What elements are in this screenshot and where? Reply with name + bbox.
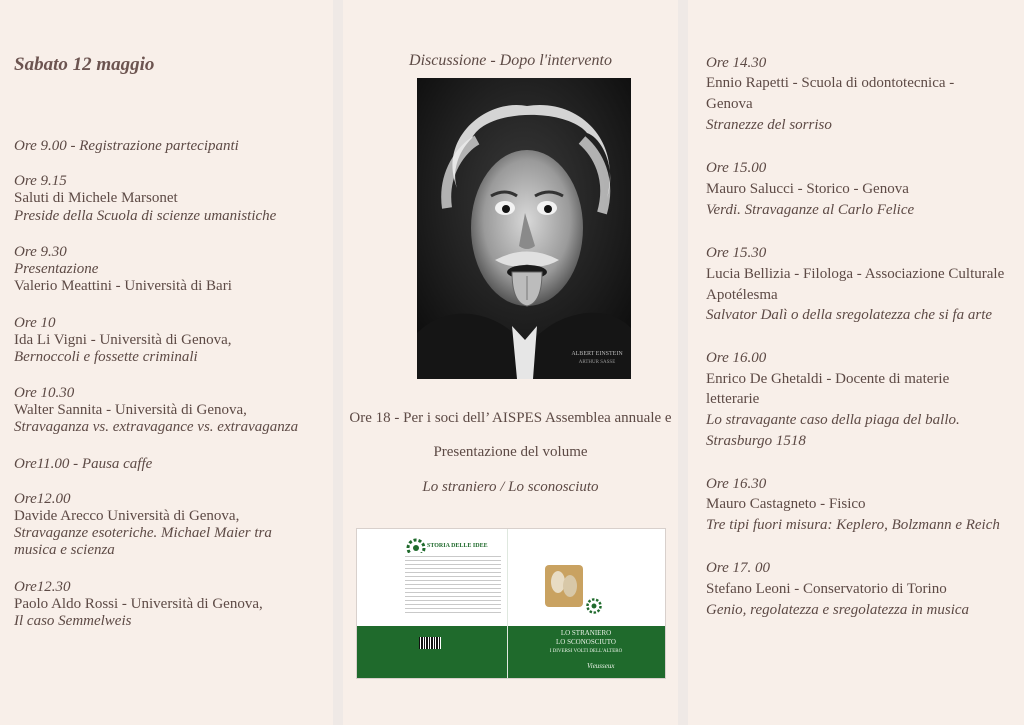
item-speaker: Enrico De Ghetaldi - Docente di materie <box>706 371 950 387</box>
item-speaker: Apotélesma <box>706 287 778 303</box>
right-panel <box>688 0 1024 725</box>
item-speaker: Ennio Rapetti - Scuola di odontotecnica - <box>706 75 955 91</box>
day-heading: Sabato 12 maggio <box>14 54 155 75</box>
book-cover-image <box>356 528 666 679</box>
item-speaker: Davide Arecco Università di Genova, <box>14 508 240 524</box>
item-time: Ore12.30 <box>14 579 71 595</box>
item-title: Verdi. Stravaganze al Carlo Felice <box>706 202 915 218</box>
item-title: Strasburgo 1518 <box>706 433 806 449</box>
item-time: Ore 10.30 <box>14 385 75 401</box>
item-time: Ore11.00 - Pausa caffe <box>14 456 153 472</box>
item-title: Preside della Scuola di scienze umanistiche <box>14 208 277 224</box>
item-time: Ore12.00 <box>14 491 71 507</box>
item-speaker: Walter Sannita - Università di Genova, <box>14 402 247 418</box>
item-time: Ore 9.15 <box>14 173 67 189</box>
item-time: Ore 14.30 <box>706 55 767 71</box>
gear-icon <box>585 597 603 615</box>
item-title: Stravaganza vs. extravagance vs. extravaganza <box>14 419 299 435</box>
item-speaker: Stefano Leoni - Conservatorio di Torino <box>706 581 947 597</box>
item-time: Ore 16.00 <box>706 350 767 366</box>
cover-title-2: LO SCONOSCIUTO <box>556 638 616 646</box>
photo-caption: ALBERT EINSTEIN <box>571 351 623 357</box>
item-time: Ore 15.00 <box>706 160 767 176</box>
left-panel <box>0 0 333 725</box>
item-speaker: Ida Li Vigni - Università di Genova, <box>14 332 232 348</box>
item-speaker: Mauro Castagneto - Fisico <box>706 496 866 512</box>
item-time: Ore 16.30 <box>706 476 767 492</box>
einstein-photo <box>417 78 631 379</box>
item-speaker: Lucia Bellizia - Filologa - Associazione Culturale <box>706 266 1005 282</box>
item-time: Ore 9.30 <box>14 244 67 260</box>
item-speaker: Genova <box>706 96 753 112</box>
middle-panel <box>343 0 678 725</box>
cover-subtitle: I DIVERSI VOLTI DELL'ALTERO <box>549 649 623 654</box>
assembly-line: Ore 18 - Per i soci dell’ AISPES Assemblea annuale e <box>349 410 672 426</box>
item-speaker: letterarie <box>706 391 760 407</box>
portrait-illustration <box>417 78 631 379</box>
item-speaker: Paolo Aldo Rossi - Università di Genova, <box>14 596 263 612</box>
item-title: musica e scienza <box>14 542 115 558</box>
book-title: Lo straniero / Lo sconosciuto <box>422 479 599 495</box>
presentation-line: Presentazione del volume <box>433 444 588 460</box>
back-cover-text <box>405 553 501 613</box>
barcode <box>419 637 441 649</box>
item-speaker: Mauro Salucci - Storico - Genova <box>706 181 909 197</box>
masks-image <box>545 565 583 607</box>
panel-gap <box>333 0 343 725</box>
cover-title-1: LO STRANIERO <box>560 629 612 637</box>
item-title: Lo stravagante caso della piaga del ballo. <box>706 412 960 428</box>
item-time: Ore 15.30 <box>706 245 767 261</box>
cover-publisher: Vieusseux <box>587 662 615 670</box>
item-title: Tre tipi fuori misura: Keplero, Bolzmann e Reich <box>706 517 1000 533</box>
item-title: Stranezze del sorriso <box>706 117 832 133</box>
item-speaker: Saluti di Michele Marsonet <box>14 190 178 206</box>
item-title: Genio, regolatezza e sregolatezza in musica <box>706 602 970 618</box>
item-title: Presentazione <box>14 261 99 277</box>
item-time: Ore 9.00 - Registrazione partecipanti <box>14 138 239 154</box>
item-title: Salvator Dalì o della sregolatezza che si fa arte <box>706 307 993 323</box>
item-time: Ore 17. 00 <box>706 560 771 576</box>
item-title: Il caso Semmelweis <box>14 613 132 629</box>
cover-series: STORIA DELLE IDEE <box>427 543 488 549</box>
item-title: Stravaganze esoteriche. Michael Maier tra <box>14 525 272 541</box>
discussion-heading: Discussione - Dopo l'intervento <box>409 52 612 69</box>
panel-gap <box>678 0 688 725</box>
item-time: Ore 10 <box>14 315 56 331</box>
item-title: Bernoccoli e fossette criminali <box>14 349 198 365</box>
photo-credit: ARTHUR SASSE <box>578 360 616 365</box>
item-speaker: Valerio Meattini - Università di Bari <box>14 278 232 294</box>
